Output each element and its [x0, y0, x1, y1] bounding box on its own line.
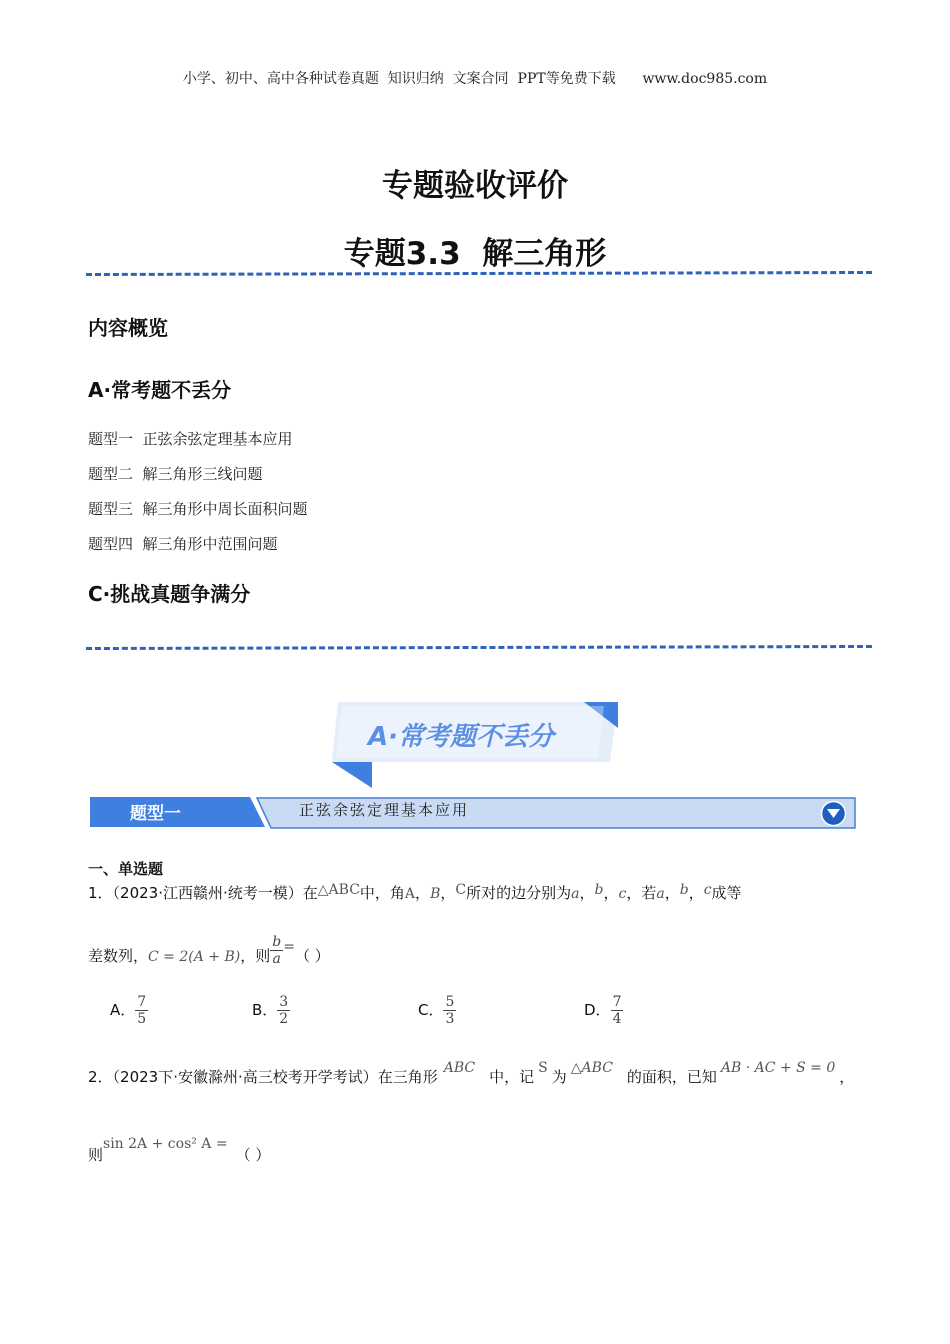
q2-paren: （ ）	[235, 1146, 271, 1164]
q1-frac-den: a	[272, 951, 281, 967]
q1-angle-b: B	[430, 886, 441, 902]
type-bar-label: 题型一	[130, 804, 181, 824]
q1-condition: C = 2(A + B)	[148, 949, 241, 965]
q1-option-b-den: 2	[279, 1011, 289, 1027]
q1-side-b: b	[594, 882, 604, 898]
q1-side-b-2: b	[679, 882, 689, 898]
q1-side-c: c	[618, 886, 627, 902]
q1-side-a-2: a	[656, 886, 665, 902]
page-subtitle: 专题3.3 解三角形	[343, 236, 607, 272]
q1-t1: 中，角	[359, 884, 405, 902]
divider-bottom	[86, 645, 872, 650]
collapse-icon[interactable]	[820, 800, 847, 827]
q1-option-b-num: 3	[279, 994, 289, 1010]
overview-section-a: A·常考题不丢分	[88, 378, 232, 402]
q2-condition: AB · AC + S = 0	[720, 1060, 836, 1076]
q1-option-c[interactable]	[418, 994, 456, 1027]
q1-side-a: a	[571, 886, 580, 902]
q2-abc: ABC	[443, 1060, 476, 1076]
q1-angle-c: C	[455, 882, 467, 898]
section-banner	[332, 700, 622, 790]
q1-then: ，则	[240, 947, 271, 965]
q1-side-c-2: c	[703, 882, 712, 898]
overview-item-3: 题型三 解三角形中周长面积问题	[88, 500, 308, 518]
overview-item-2: 题型二 解三角形三线问题	[88, 465, 263, 483]
overview-item-1: 题型一 正弦余弦定理基本应用	[88, 430, 293, 448]
q1-option-a-label: A．	[110, 1001, 136, 1019]
question-2-line-2	[88, 1136, 271, 1165]
q1-line2-prefix: 差数列，	[88, 947, 149, 965]
q1-option-d-num: 7	[612, 994, 622, 1010]
q1-source: （2023·江西赣州·统考一模）在	[112, 884, 318, 902]
q1-option-c-frac	[443, 994, 456, 1027]
q1-option-d-den: 4	[612, 1011, 622, 1027]
type-bar-tab	[90, 797, 265, 827]
q1-option-d[interactable]	[584, 994, 623, 1027]
question-1-line-1: 1．（2023·江西赣州·统考一模）在△ABC中，角A，B，C所对的边分别为a，b，c，若a，b，c成等	[88, 882, 742, 902]
q1-option-c-den: 3	[445, 1011, 455, 1027]
q1-option-c-label: C．	[418, 1001, 444, 1019]
q1-t3: ，若	[626, 884, 657, 902]
q2-s: S	[538, 1060, 548, 1076]
q1-triangle: △ABC	[317, 882, 360, 898]
q1-option-a-den: 5	[137, 1011, 147, 1027]
page-title: 专题验收评价	[382, 168, 568, 204]
q1-option-c-num: 5	[445, 994, 455, 1010]
q1-frac-num: b	[272, 934, 282, 950]
q1-paren: （ ）	[294, 947, 330, 965]
page-header: 小学、初中、高中各种试卷真题 知识归纳 文案合同 PPT等免费下载 www.doc985.com	[182, 71, 768, 87]
q2-number: 2．	[88, 1068, 113, 1086]
q2-source: （2023下·安徽滁州·高三校考开学考试）在三角形	[112, 1068, 438, 1086]
q1-number: 1．	[88, 884, 113, 902]
q1-t4: 成等	[711, 884, 742, 902]
q1-option-a-num: 7	[137, 994, 147, 1010]
question-2-line-1	[88, 1060, 855, 1087]
q1-option-a[interactable]	[110, 994, 148, 1027]
overview-item-4: 题型四 解三角形中范围问题	[88, 535, 278, 553]
q2-line2-prefix: 则	[88, 1146, 104, 1164]
type-bar-topic: 正弦余弦定理基本应用	[299, 801, 470, 819]
question-1-line-2	[88, 930, 330, 983]
q1-option-b-frac	[277, 994, 290, 1027]
q1-eq: =	[283, 939, 295, 955]
q2-t1: 中，记	[489, 1068, 535, 1086]
q2-comma: ，	[839, 1068, 855, 1086]
overview-heading: 内容概览	[88, 316, 168, 340]
q1-option-d-frac	[611, 994, 624, 1027]
banner-label: A·常考题不丢分	[368, 722, 554, 752]
q2-triangle: △ABC	[570, 1060, 613, 1076]
q1-angle-a: A	[404, 886, 416, 902]
q2-t2: 为	[551, 1068, 567, 1086]
q1-option-d-label: D．	[584, 1001, 611, 1019]
divider-top	[86, 271, 872, 276]
q1-fraction	[270, 934, 283, 967]
q2-expression: sin 2A + cos² A =	[103, 1136, 228, 1152]
q1-option-a-frac	[135, 994, 148, 1027]
q1-option-b-label: B．	[252, 1001, 278, 1019]
overview-section-c: C·挑战真题争满分	[88, 582, 251, 606]
q2-t3: 的面积，已知	[626, 1068, 717, 1086]
q1-option-b[interactable]	[252, 994, 290, 1027]
section-label: 一、单选题	[88, 860, 164, 878]
type-bar	[255, 797, 858, 829]
q1-t2: 所对的边分别为	[466, 884, 572, 902]
